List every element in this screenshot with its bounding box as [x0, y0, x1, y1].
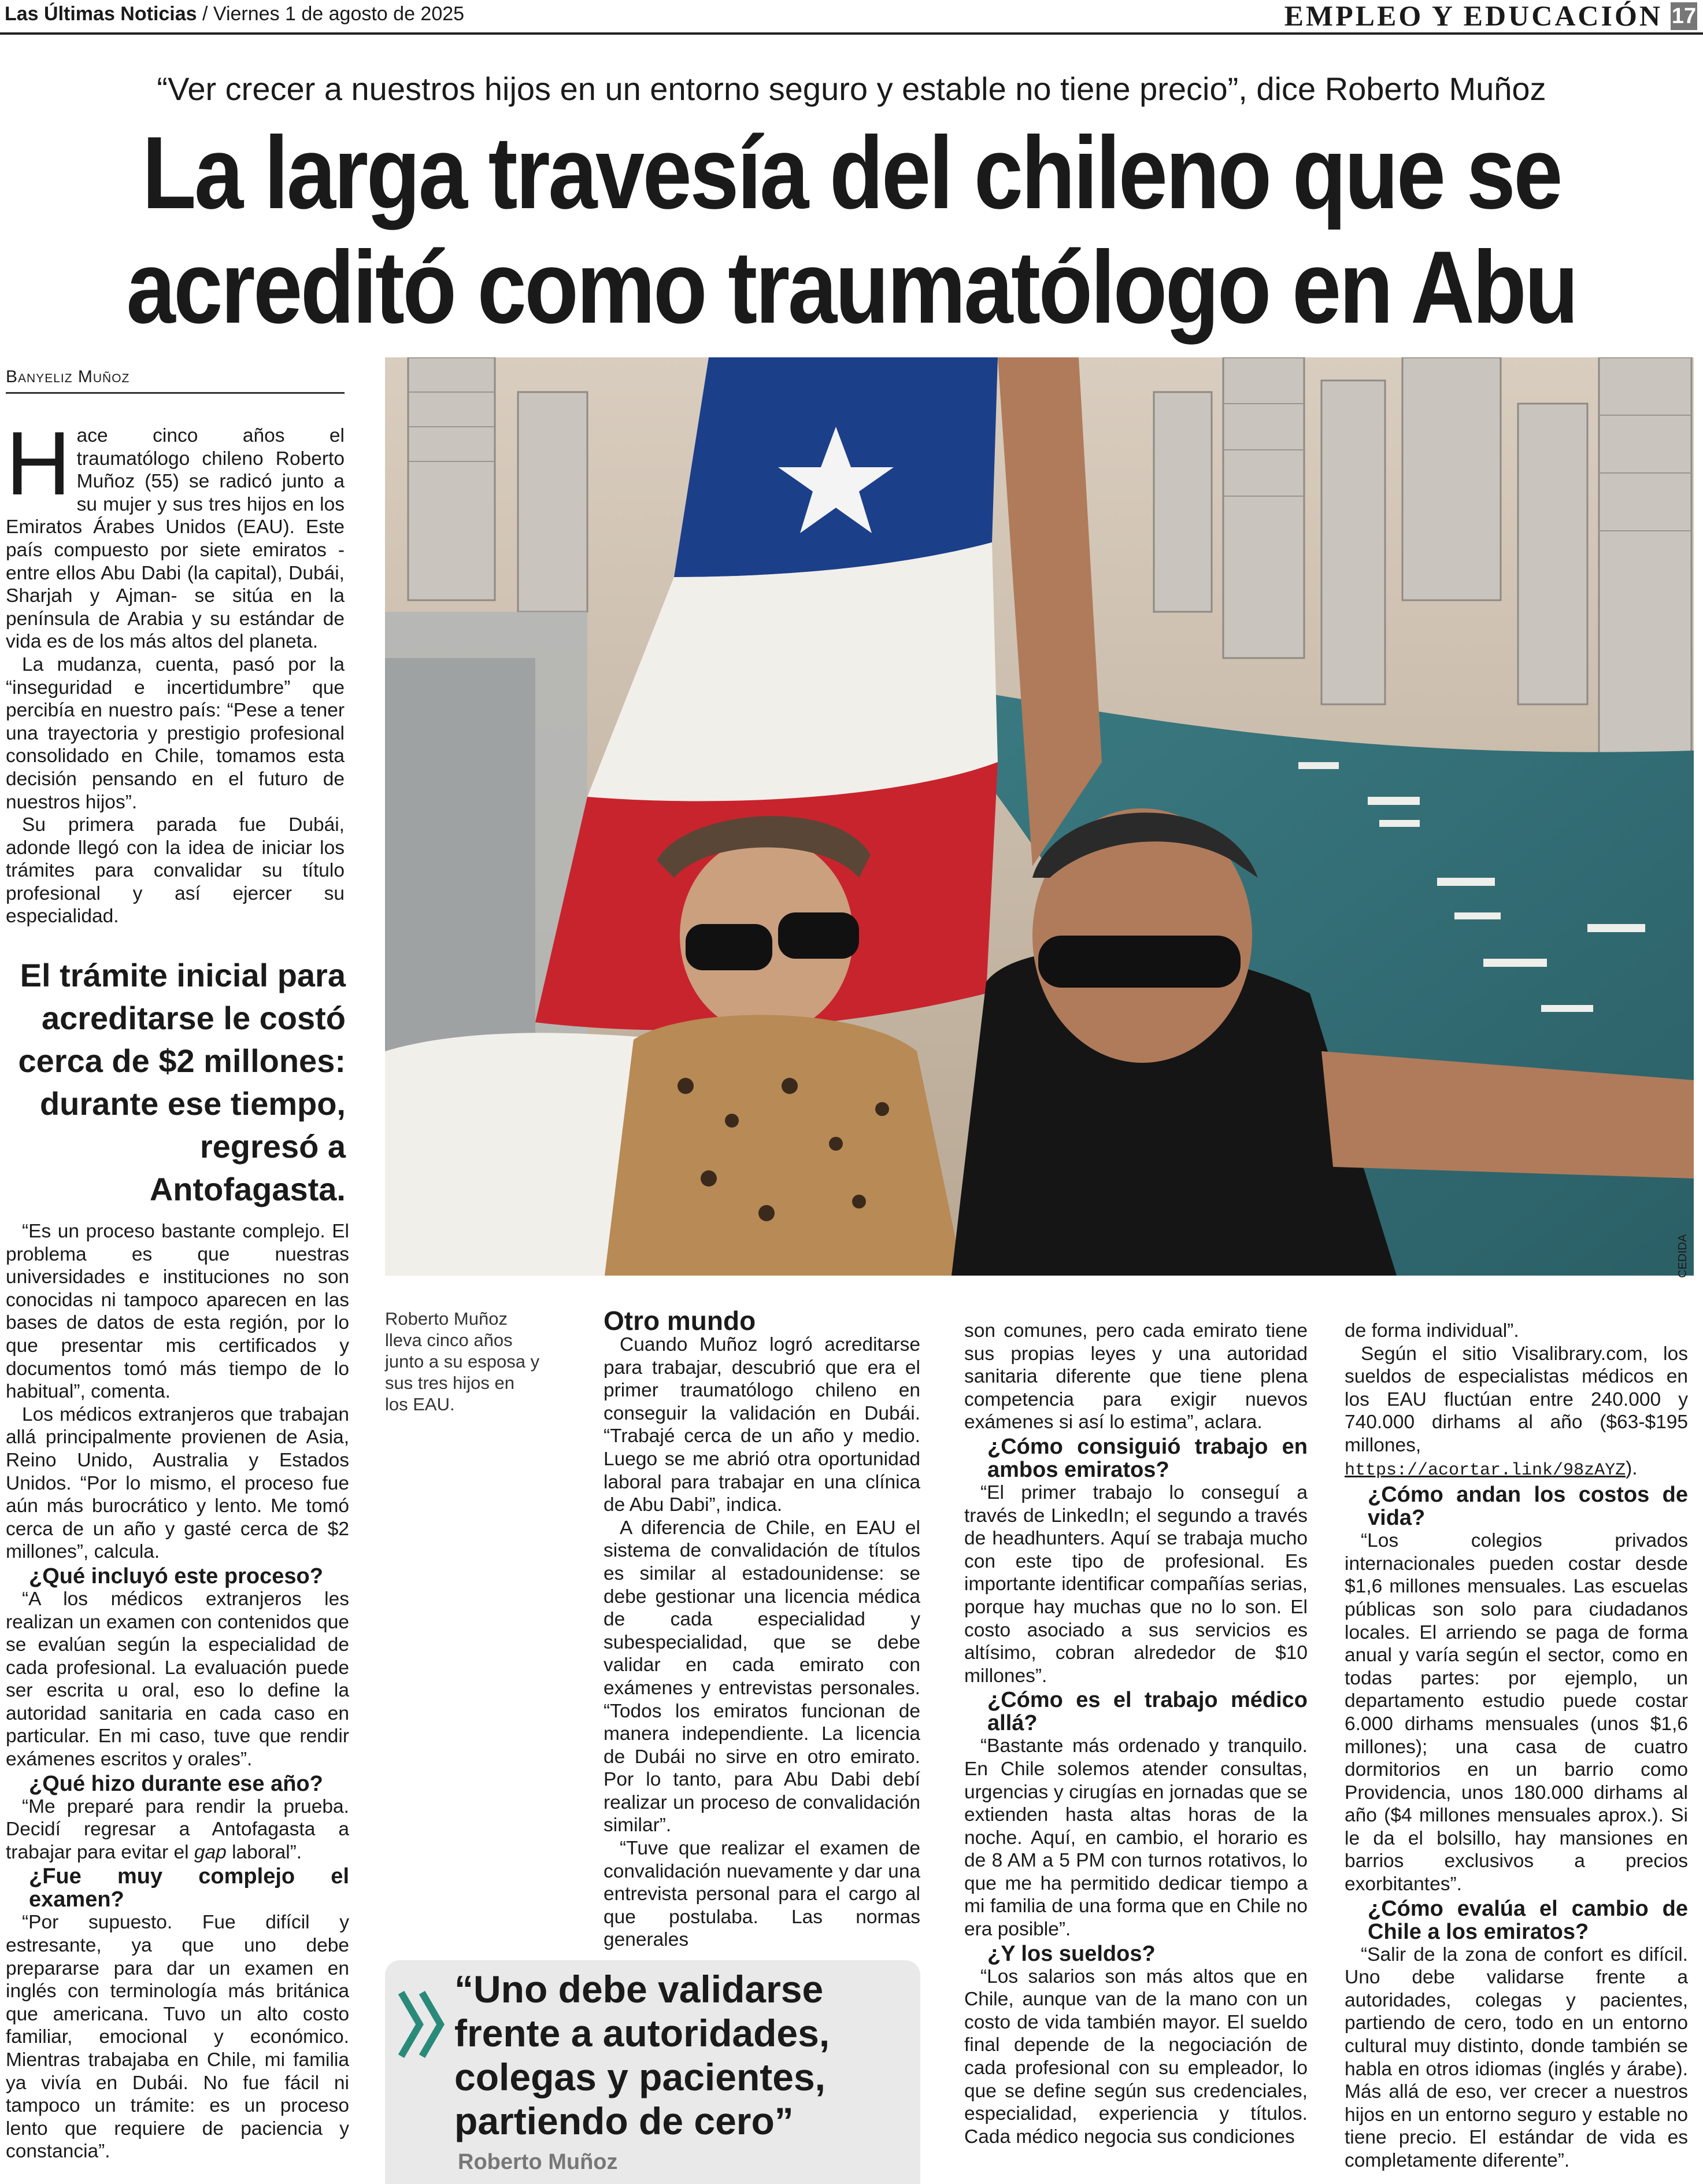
paragraph: “A los médicos extranjeros les realizan un examen con contenidos que se evalúan según la especialidad de cada profesional. La evaluación puede ser escrita u oral, eso lo define la autoridad sanitaria en cada caso en particular. En mi caso, tuve que rendir exámenes escritos y orales”. [6, 1588, 349, 1771]
question-heading: ¿Qué incluyó este proceso? [29, 1564, 323, 1588]
headline-line-1: La larga travesía del chileno que se [142, 115, 1561, 230]
column-2 [604, 1308, 920, 1952]
paragraph: “El primer trabajo lo conseguí a través de LinkedIn; el segundo a través de headhunters. Aquí se trabaja mucho con este tipo de profesional. Es importante identificar compañías serias, porque hay muchas que no lo son. El costo asociado a sus servicios es altísimo, cobran alrededor de $10 millones”. [964, 1481, 1308, 1687]
question-heading: ¿Fue muy complejo el examen? [29, 1864, 349, 1912]
byline: Banyeliz Muñoz [6, 365, 345, 394]
headline-line-2: acreditó como traumatólogo en Abu [126, 230, 1577, 345]
column-1 [6, 1220, 349, 2163]
column-4 [1345, 1320, 1688, 2172]
paragraph: son comunes, pero cada emirato tiene sus propias leyes y una autoridad sanitaria diferente que tiene plena competencia para exigir nuevos exámenes si así lo estima”, aclara. [964, 1320, 1308, 1433]
paragraph: “Los salarios son más altos que en Chile, aunque van de la mano con un costo de vida también mayor. El sueldo final depende de la negociación de cada profesional con su empleador, lo que se define según sus credenciales, especialidad, experiencia y títulos. Cada médico negocia sus condiciones [964, 1965, 1308, 2148]
question-heading: ¿Qué hizo durante ese año? [29, 1771, 323, 1796]
question-heading: ¿Cómo es el trabajo médico allá? [987, 1688, 1308, 1736]
newspaper-name: Las Últimas Noticias [5, 3, 197, 25]
question-heading: ¿Cómo evalúa el cambio de Chile a los emiratos? [1368, 1896, 1688, 1944]
question-heading: ¿Cómo consiguió trabajo en ambos emiratos? [987, 1434, 1308, 1482]
masthead [5, 1, 464, 27]
paragraph: “Los colegios privados internacionales pueden costar desde $1,6 millones mensuales. Las escuelas públicas son solo para ciudadanos locales. El arriendo se paga de forma anual y varía según el sector, como en todas partes: por ejemplo, un departamento estudio puede costar 6.000 dirhams mensuales (unos $1,6 millones); una casa de cuatro dormitorios en un barrio como Providencia, unos 180.000 dirhams al año ($4 millones mensuales aprox.). Si le da el bolsillo, hay mansiones en barrios exclusivos a precios exorbitantes”. [1345, 1530, 1688, 1895]
masthead-divider [0, 32, 1703, 35]
drop-cap: H [6, 413, 71, 514]
quote-author: Roberto Muñoz [458, 2150, 618, 2174]
paragraph: Los médicos extranjeros que trabajan allá principalmente provienen de Asia, Reino Unido, Australia y Estados Unidos. “Por lo mismo, el proceso fue aún más burocrático y lento. Me tomó cerca de un año y gasté cerca de $2 millones”, calcula. [6, 1403, 349, 1563]
paragraph: Según el sitio Visalibrary.com, los sueldos de especialistas médicos en los EAU fluctúan entre 240.000 y 740.000 dirhams al año ($63-$195 millones, https://acortar.link/98zAYZ). [1345, 1343, 1688, 1480]
paragraph: A diferencia de Chile, en EAU el sistema de convalidación de títulos es similar al estadounidense: se debe gestionar una licencia médica de cada especialidad y subespecialidad, que se debe validar en cada emirato con exámenes y entrevistas personales. “Todos los emiratos funcionan de manera independiente. La licencia de Dubái no sirve en otro emirato. Por lo tanto, para Abu Dabi debí realizar un proceso de convalidación similar”. [604, 1517, 920, 1836]
intro-paragraph-3: Su primera parada fue Dubái, adonde llegó con la idea de iniciar los trámites para convalidar su título profesional y así ejercer su especialidad. [6, 814, 345, 927]
paragraph: “Tuve que realizar el examen de convalidación nuevamente y dar una entrevista personal para el cargo al que postulaba. Las normas generales [604, 1838, 920, 1951]
kicker: “Ver crecer a nuestros hijos en un entorno seguro y estable no tiene precio”, dice Roberto Muñoz [157, 71, 1546, 107]
section-title: EMPLEO Y EDUCACIÓN [1284, 0, 1663, 32]
intro-text [6, 413, 345, 928]
issue-date: / Viernes 1 de agosto de 2025 [197, 3, 465, 25]
subhead: Otro mundo [604, 1306, 756, 1336]
source-link[interactable]: https://acortar.link/98zAYZ [1345, 1460, 1626, 1480]
paragraph: Cuando Muñoz logró acreditarse para trabajar, descubrió que era el primer traumatólogo chileno en conseguir la validación en Dubái. “Trabajé cerca de un año y medio. Luego se me abrió otra oportunidad laboral para trabajar en una clínica de Abu Dabi”, indica. [604, 1334, 920, 1516]
photo-credit: CEDIDA [1676, 1234, 1689, 1278]
paragraph: “Por supuesto. Fue difícil y estresante, ya que uno debe prepararse para dar un examen en inglés con terminología más británica que americana. Tuvo un alto costo familiar, emocional y económico. Mientras trabajaba en Chile, mi familia ya vivía en Dubái. No fue fácil ni tampoco un trámite: es un proceso lento que requiere de paciencia y constancia”. [6, 1912, 349, 2163]
quote-text: “Uno debe validarse frente a autoridades, colegas y pacientes, partiendo de cero” [454, 1968, 830, 2142]
paragraph: “Me preparé para rendir la prueba. Decidí regresar a Antofagasta a trabajar para evitar el gap laboral”. [6, 1795, 349, 1863]
intro-paragraph-1: Hace cinco años el traumatólogo chileno Roberto Muñoz (55) se radicó junto a su mujer y sus tres hijos en los Emiratos Árabes Unidos (EAU). Este país compuesto por siete emiratos -entre ellos Abu Dabi (la capital), Dubái, Sharjah y Ajman- se sitúa en la península de Arabia y su estándar de vida es de los más altos del planeta. [6, 413, 345, 653]
paragraph: “Bastante más ordenado y tranquilo. En Chile solemos atender consultas, urgencias y cirugías en jornadas que se extienden hasta altas horas de la noche. Aquí, en cambio, el horario es de 8 AM a 5 PM con turnos rotativos, lo que me ha permitido dedicar tiempo a mi familia de una forma que en Chile no era posible”. [964, 1735, 1308, 1941]
paragraph: “Salir de la zona de confort es difícil. Uno debe validarse frente a autoridades, colegas y pacientes, partiendo de cero, todo en un entorno cultural muy distinto, donde también se habla en otros idiomas (inglés y árabe). Más allá de eso, ver crecer a nuestros hijos en un entorno seguro y estable no tiene precio. El estándar de vida es completamente diferente”. [1345, 1943, 1688, 2171]
intro-paragraph-2: La mudanza, cuenta, pasó por la “inseguridad e incertidumbre” que percibía en nuestro país: “Pese a tener una trayectoria y prestigio profesional consolidado en Chile, tomamos esta decisión pensando en el futuro de nuestros hijos”. [6, 653, 345, 813]
question-heading: ¿Y los sueldos? [987, 1941, 1156, 1966]
photo-caption: Roberto Muñoz lleva cinco años junto a su esposa y sus tres hijos en los EAU. [385, 1309, 540, 1414]
double-chevron-icon [397, 1987, 449, 2062]
paragraph: “Es un proceso bastante complejo. El problema es que nuestras universidades e instituciones no son conocidas ni tampoco aparecen en las bases de datos de esta región, por lo que presentar mis certificados y documentos tomó más tiempo de lo habitual”, comenta. [6, 1221, 349, 1403]
page-number: 17 [1671, 2, 1697, 30]
column-3 [964, 1320, 1308, 2148]
photo-illustration [385, 357, 1694, 1276]
article-photo[interactable] [385, 357, 1694, 1276]
pull-quote: El trámite inicial para acreditarse le costó cerca de $2 millones: durante ese tiempo, regresó a Antofagasta. [18, 957, 346, 1207]
paragraph: de forma individual”. [1345, 1320, 1519, 1342]
question-heading: ¿Cómo andan los costos de vida? [1368, 1483, 1688, 1531]
